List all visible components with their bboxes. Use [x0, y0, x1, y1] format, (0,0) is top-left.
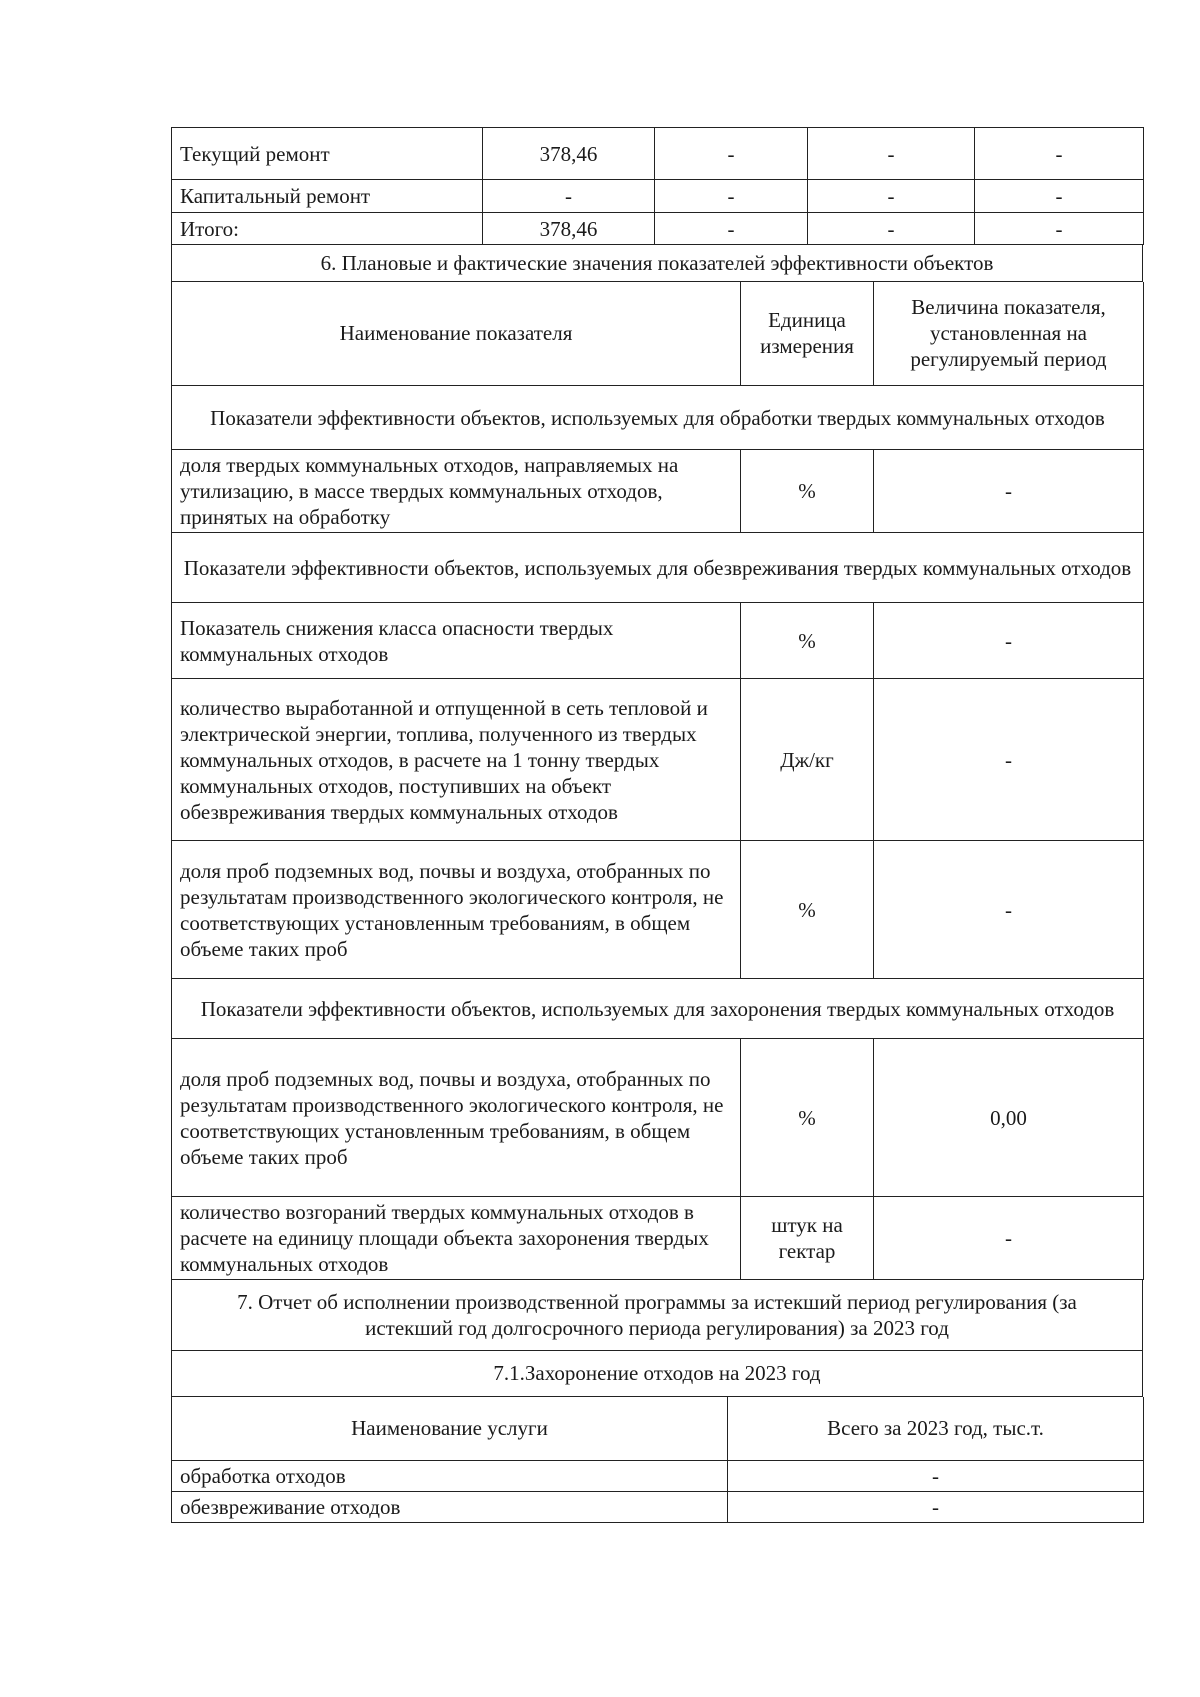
group-heading-row — [172, 533, 1144, 603]
cell-value: 378,46 — [483, 213, 655, 245]
cell-value: - — [483, 180, 655, 213]
indicator-value: - — [874, 1197, 1144, 1280]
indicator-value: - — [874, 603, 1144, 679]
col-header-value: Величина показателя, установленная на регулируемый период — [874, 282, 1144, 386]
cell-value: - — [975, 213, 1144, 245]
indicator-name: доля твердых коммунальных отходов, направляемых на утилизацию, в массе твердых коммунальных отходов, принятых на обработку — [172, 450, 741, 533]
table-row — [172, 213, 1144, 245]
group-heading: Показатели эффективности объектов, используемых для обработки твердых коммунальных отходов — [172, 386, 1144, 450]
document-page — [171, 127, 1143, 1523]
cell-value: - — [655, 180, 808, 213]
indicator-name: Показатель снижения класса опасности твердых коммунальных отходов — [172, 603, 741, 679]
indicator-unit: % — [741, 450, 874, 533]
section6-title-table — [171, 245, 1143, 282]
table-row — [172, 1280, 1143, 1350]
service-name: обработка отходов — [172, 1461, 728, 1492]
table-row — [172, 1197, 1144, 1280]
repair-table — [171, 127, 1144, 245]
table-header-row — [172, 282, 1144, 386]
table-row — [172, 1350, 1143, 1396]
indicator-value: - — [874, 841, 1144, 979]
row-name: Итого: — [172, 213, 483, 245]
col-header-total: Всего за 2023 год, тыс.т. — [728, 1397, 1144, 1461]
indicator-value: - — [874, 450, 1144, 533]
service-name: обезвреживание отходов — [172, 1492, 728, 1523]
table-row — [172, 1492, 1144, 1523]
table-row — [172, 679, 1144, 841]
indicator-value: 0,00 — [874, 1039, 1144, 1197]
cell-value: - — [655, 128, 808, 180]
cell-value: - — [655, 213, 808, 245]
indicator-unit: % — [741, 1039, 874, 1197]
table-row — [172, 1039, 1144, 1197]
table-row — [172, 450, 1144, 533]
cell-value: 378,46 — [483, 128, 655, 180]
section6-title: 6. Плановые и фактические значения показателей эффективности объектов — [172, 245, 1143, 281]
cell-value: - — [808, 180, 975, 213]
col-header-unit: Единица измерения — [741, 282, 874, 386]
table-row — [172, 180, 1144, 213]
indicator-name: доля проб подземных вод, почвы и воздуха, отобранных по результатам производственного экологического контроля, не соответствующих установленным требованиям, в общем объеме таких проб — [172, 1039, 741, 1197]
service-value: - — [728, 1492, 1144, 1523]
indicator-unit: % — [741, 841, 874, 979]
cell-value: - — [975, 128, 1144, 180]
section7-title-table — [171, 1280, 1143, 1397]
table-row — [172, 1461, 1144, 1492]
indicator-unit: % — [741, 603, 874, 679]
section7-subtitle: 7.1.Захоронение отходов на 2023 год — [172, 1350, 1143, 1396]
cell-value: - — [975, 180, 1144, 213]
table-row — [172, 128, 1144, 180]
col-header-service: Наименование услуги — [172, 1397, 728, 1461]
row-name: Текущий ремонт — [172, 128, 483, 180]
indicator-name: количество возгораний твердых коммунальных отходов в расчете на единицу площади объекта захоронения твердых коммунальных отходов — [172, 1197, 741, 1280]
group-heading-row — [172, 386, 1144, 450]
row-name: Капитальный ремонт — [172, 180, 483, 213]
indicator-unit: Дж/кг — [741, 679, 874, 841]
indicator-name: доля проб подземных вод, почвы и воздуха, отобранных по результатам производственного экологического контроля, не соответствующих установленным требованиям, в общем объеме таких проб — [172, 841, 741, 979]
table-header-row — [172, 1397, 1144, 1461]
services-table — [171, 1397, 1144, 1524]
indicator-value: - — [874, 679, 1144, 841]
table-row — [172, 603, 1144, 679]
group-heading: Показатели эффективности объектов, используемых для обезвреживания твердых коммунальных отходов — [172, 533, 1144, 603]
section7-title: 7. Отчет об исполнении производственной программы за истекший период регулирования (за истекший год долгосрочного периода регулирования) за 2023 год — [172, 1280, 1143, 1350]
indicator-unit: штук на гектар — [741, 1197, 874, 1280]
service-value: - — [728, 1461, 1144, 1492]
table-row — [172, 841, 1144, 979]
group-heading-row — [172, 979, 1144, 1039]
table-row — [172, 245, 1143, 281]
indicators-table — [171, 282, 1144, 1281]
indicator-name: количество выработанной и отпущенной в сеть тепловой и электрической энергии, топлива, полученного из твердых коммунальных отходов, в расчете на 1 тонну твердых коммунальных отходов, поступивших на объект обезвреживания твердых коммунальных отходов — [172, 679, 741, 841]
cell-value: - — [808, 213, 975, 245]
group-heading: Показатели эффективности объектов, используемых для захоронения твердых коммунальных отходов — [172, 979, 1144, 1039]
cell-value: - — [808, 128, 975, 180]
col-header-name: Наименование показателя — [172, 282, 741, 386]
